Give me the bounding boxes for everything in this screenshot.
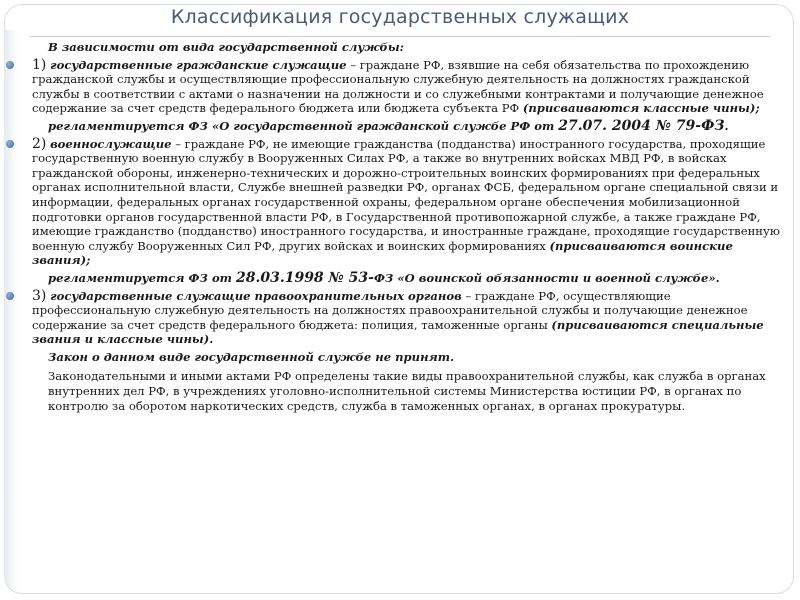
slide-title: Классификация государственных служащих: [170, 6, 630, 28]
regulation-civil: [22, 119, 788, 134]
section-military: [22, 137, 788, 268]
section-rank-note: (присваиваются воинские звания);: [32, 238, 733, 268]
regulation-prefix: регламентируется ФЗ от: [48, 270, 236, 285]
section-rank-note: (присваиваются классные чины);: [522, 101, 760, 116]
law-not-adopted-note: Закон о данном виде государственной службе не принят.: [48, 349, 455, 364]
closing-paragraph: Законодательными и иными актами РФ определены такие виды правоохранительной службы, как служба в органах внутренних дел РФ, в учреждениях уголовно-исполнительной системы Министерства юстиции РФ, в органах по контролю за оборотом наркотических средств, служба в таможенных органах, в органах прокуратуры.: [48, 369, 766, 413]
section-number: 1): [32, 56, 47, 73]
regulation-military: [22, 271, 788, 286]
bullet-icon: [6, 292, 14, 300]
section-body: – граждане РФ, не имеющие гражданства (подданства) иностранного государства, проходящие государственную военную службу в Вооруженных Силах РФ, а также во внутренних войсках МВД РФ, в войсках гражданской обороны, инженерно-технических и дорожно-строительных воинских формированиях при федеральных органах исполнительной власти, Службе внешней разведки РФ, органах ФСБ, федеральном органе специальной связи и информации, федеральных органах государственной охраны, федеральном органе обеспечения мобилизационной подготовки органов государственной власти РФ, в Государственной противопожарной службе, а также граждане РФ, имеющие гражданство (подданство) иностранного государства, и иностранные граждане, проходящие государственную военную службу Вооруженных Сил РФ, других войсках и воинских формированиях: [32, 136, 780, 253]
section-number: 3): [32, 287, 47, 304]
section-body: – граждане РФ, осуществляющие профессиональную служебную деятельность на должностях правоохранительной службы и получающие денежное содержание за счет средств федерального бюджета: полиция, таможенные органы: [32, 288, 748, 332]
section-civil-servants: [22, 58, 788, 116]
section-heading: государственные гражданские служащие: [50, 57, 347, 72]
regulation-law-number: 28.03.1998 № 53-: [236, 269, 374, 286]
regulation-law-number: 27.07. 2004 № 79-ФЗ: [558, 117, 725, 134]
bullet-icon: [6, 140, 14, 148]
regulation-prefix: регламентируется ФЗ «О государственной гражданской службе РФ от: [48, 118, 559, 133]
section-law-enforcement: [22, 289, 788, 347]
slide-left-shade: [4, 30, 18, 590]
intro-heading: В зависимости от вида государственной службы:: [48, 40, 404, 54]
slide-content: [22, 40, 788, 413]
title-divider: [30, 36, 770, 37]
section-rank-note: (присваиваются специальные звания и классные чины).: [32, 317, 764, 347]
section-number: 2): [32, 135, 47, 152]
section-body: – граждане РФ, взявшие на себя обязательства по прохождению гражданской службы и осуществляющие профессиональную служебную деятельность на должностях гражданской службы в соответствии с актами о назначении на должности и со служебными контрактами и получающие денежное содержание за счет средств федерального бюджета или бюджета субъекта РФ: [32, 57, 764, 116]
section-heading: государственные служащие правоохранительных органов: [50, 288, 462, 303]
bullet-icon: [6, 61, 14, 69]
regulation-suffix: .: [724, 118, 729, 133]
regulation-suffix: ФЗ «О воинской обязанности и военной службе».: [373, 270, 720, 285]
section-heading: военнослужащие: [50, 136, 172, 151]
